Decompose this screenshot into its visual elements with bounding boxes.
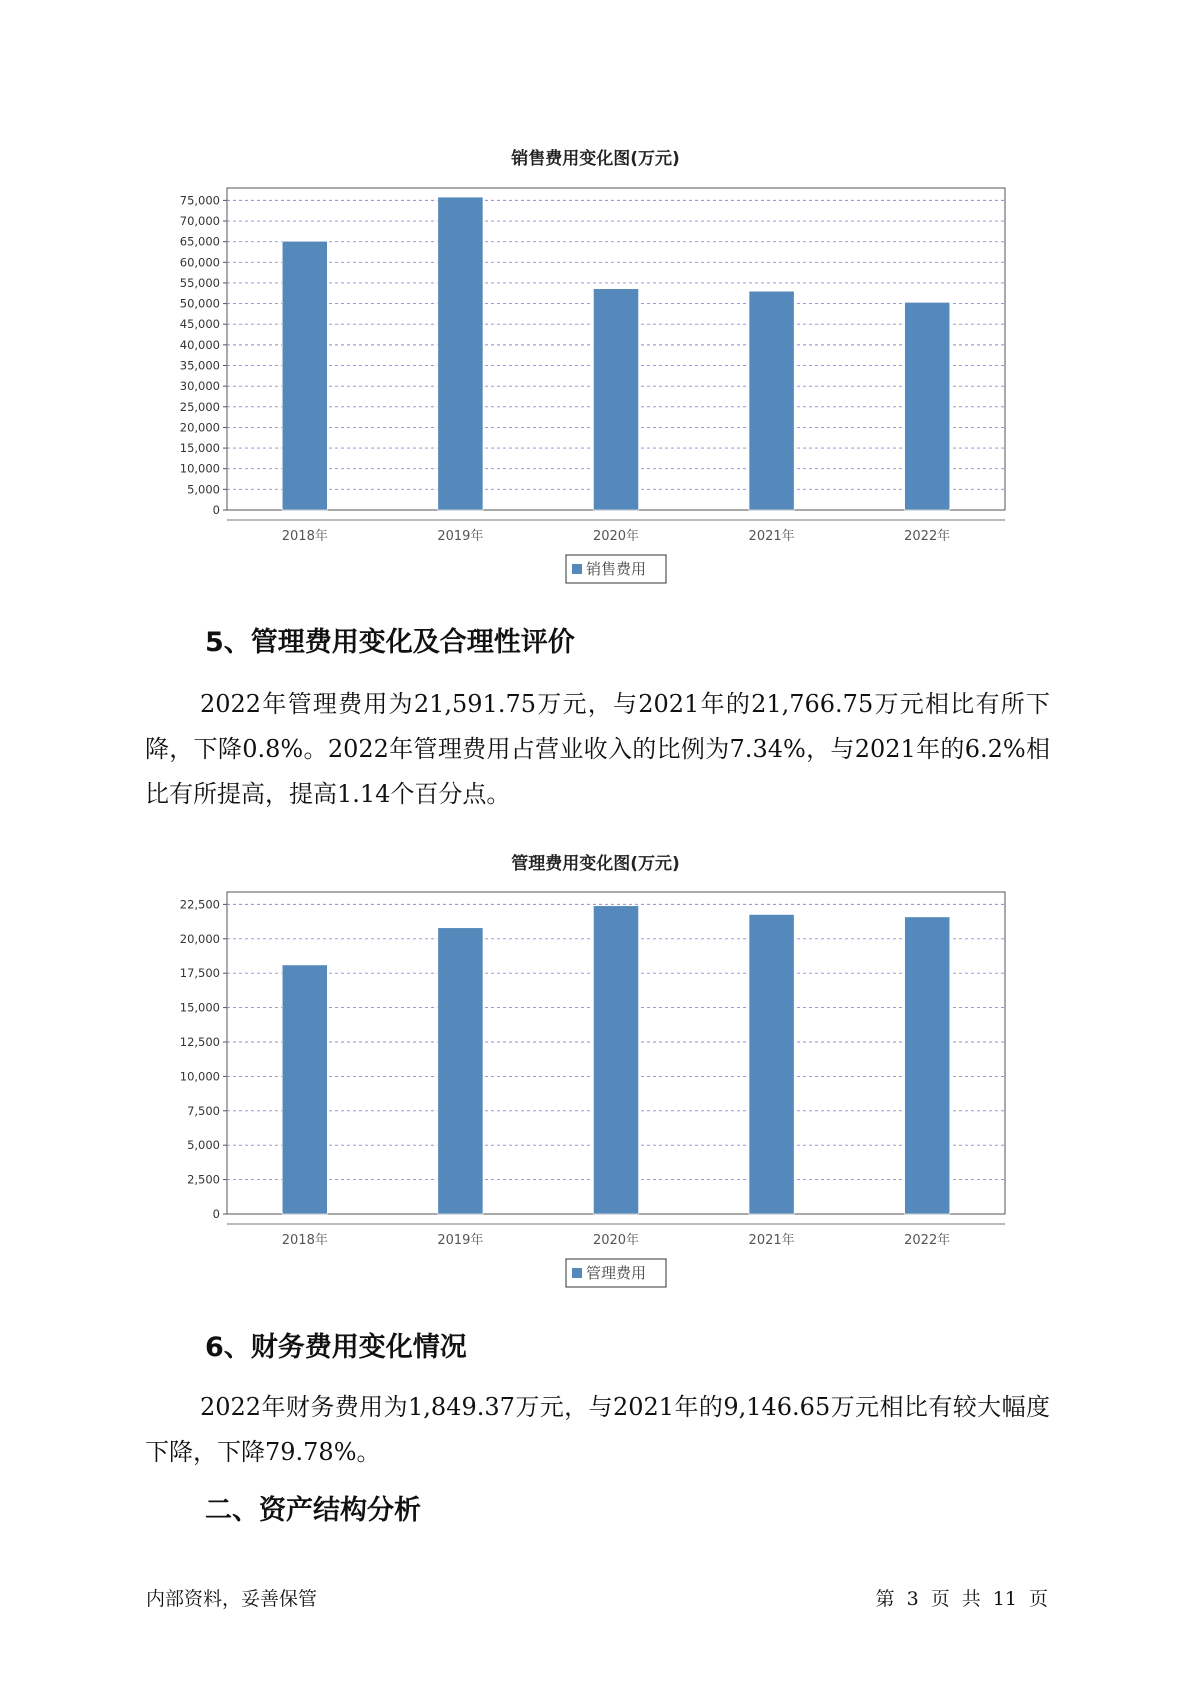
y-tick-label: 60,000 (179, 255, 220, 270)
bar (905, 917, 950, 1214)
y-tick-label: 10,000 (179, 1069, 220, 1084)
y-tick-label: 5,000 (187, 1138, 220, 1153)
y-tick-label: 35,000 (179, 358, 220, 373)
y-tick-label: 15,000 (179, 1000, 220, 1015)
legend-swatch (572, 1268, 582, 1278)
bar (282, 965, 327, 1214)
paragraph: 2022年管理费用为21,591.75万元，与2021年的21,766.75万元相比有所下降，下降0.8%。2022年管理费用占营业收入的比例为7.34%，与2021年的6.2%相比有所提高，提高1.14个百分点。 (145, 690, 1050, 808)
x-tick-label: 2021年 (748, 1233, 795, 1248)
y-tick-label: 55,000 (179, 275, 220, 290)
bar (593, 289, 638, 510)
paragraph: 2022年财务费用为1,849.37万元，与2021年的9,146.65万元相比有较大幅度下降，下降79.78%。 (145, 1393, 1050, 1466)
y-tick-label: 70,000 (179, 214, 220, 229)
y-tick-label: 5,000 (187, 482, 220, 497)
legend-label: 销售费用 (586, 560, 647, 578)
y-tick-label: 25,000 (179, 399, 220, 414)
y-tick-label: 2,500 (187, 1172, 220, 1187)
x-tick-label: 2019年 (437, 529, 484, 544)
section-heading: 6、财务费用变化情况 (205, 1332, 467, 1363)
y-tick-label: 20,000 (179, 420, 220, 435)
bar (749, 914, 794, 1214)
footer-confidential-note: 内部资料，妥善保管 (146, 1588, 318, 1610)
section-heading: 5、管理费用变化及合理性评价 (205, 627, 575, 658)
y-tick-label: 7,500 (187, 1103, 220, 1118)
sales-expense-chart (160, 180, 1030, 590)
bar (749, 291, 794, 510)
legend (566, 1259, 666, 1287)
x-tick-label: 2020年 (592, 1233, 640, 1248)
bar (438, 197, 483, 510)
y-tick-label: 0 (212, 1207, 220, 1221)
bar (438, 928, 483, 1214)
bar (593, 906, 638, 1214)
bar (905, 302, 950, 510)
y-tick-label: 50,000 (179, 296, 220, 311)
legend (566, 555, 666, 583)
y-tick-label: 10,000 (179, 461, 220, 476)
x-tick-label: 2018年 (281, 529, 328, 544)
admin-expense-chart (160, 884, 1030, 1294)
y-tick-label: 0 (212, 503, 220, 517)
x-tick-label: 2019年 (437, 1233, 484, 1248)
y-tick-label: 17,500 (179, 966, 220, 981)
x-tick-label: 2018年 (281, 1233, 328, 1248)
bar (282, 241, 327, 510)
y-tick-label: 20,000 (179, 931, 220, 946)
y-tick-label: 12,500 (179, 1034, 220, 1049)
y-tick-label: 75,000 (179, 193, 220, 208)
x-tick-label: 2021年 (748, 529, 795, 544)
y-tick-label: 22,500 (179, 897, 220, 912)
section-heading: 二、资产结构分析 (205, 1495, 421, 1526)
chart-title: 销售费用变化图(万元) (511, 149, 680, 169)
y-tick-label: 40,000 (179, 337, 220, 352)
footer-page-number: 第 3 页 共 11 页 (875, 1588, 1048, 1610)
y-tick-label: 45,000 (179, 317, 220, 332)
x-tick-label: 2020年 (592, 529, 640, 544)
legend-label: 管理费用 (586, 1264, 647, 1282)
x-tick-label: 2022年 (904, 1233, 951, 1248)
y-tick-label: 65,000 (179, 234, 220, 249)
chart-title: 管理费用变化图(万元) (511, 854, 680, 874)
x-tick-label: 2022年 (904, 529, 951, 544)
y-tick-label: 15,000 (179, 441, 220, 456)
y-tick-label: 30,000 (179, 379, 220, 394)
legend-swatch (572, 564, 582, 574)
